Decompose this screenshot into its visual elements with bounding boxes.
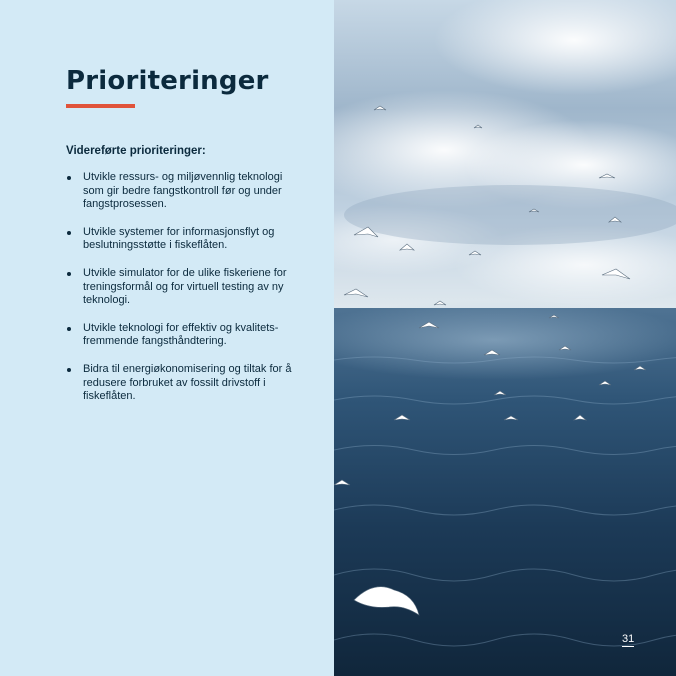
priority-list <box>66 171 296 418</box>
list-item-text: Utvikle systemer for informasjonsflyt og beslutningsstøtte i fiskeflåten. <box>83 225 275 252</box>
page-title: Prioriteringer <box>66 66 269 96</box>
list-item <box>66 267 296 308</box>
text-column <box>0 0 334 676</box>
list-item <box>66 171 296 212</box>
title-underline <box>66 104 135 108</box>
list-item <box>66 363 296 404</box>
bullet-icon <box>67 272 71 276</box>
photo-illustration <box>334 0 676 676</box>
bullet-icon <box>67 368 71 372</box>
section-subheading: Videreførte prioriteringer: <box>66 145 206 157</box>
seagulls-sea-photo <box>334 0 676 676</box>
page-number: 31 <box>622 633 635 645</box>
bullet-icon <box>67 176 71 180</box>
list-item-text: Bidra til energiøkonomisering og tiltak for å redusere forbruket av fossilt drivstoff i fiskeflåten. <box>83 362 292 403</box>
list-item-text: Utvikle teknologi for effektiv og kvalitets-fremmende fangsthåndtering. <box>83 321 279 348</box>
bullet-icon <box>67 327 71 331</box>
list-item-text: Utvikle simulator for de ulike fiskeriene for treningsformål og for virtuell testing av ny teknologi. <box>83 266 287 307</box>
list-item-text: Utvikle ressurs- og miljøvennlig teknologi som gir bedre fangstkontroll før og under fangstprosessen. <box>83 171 283 211</box>
bullet-icon <box>67 231 71 235</box>
list-item <box>66 226 296 253</box>
list-item <box>66 322 296 349</box>
